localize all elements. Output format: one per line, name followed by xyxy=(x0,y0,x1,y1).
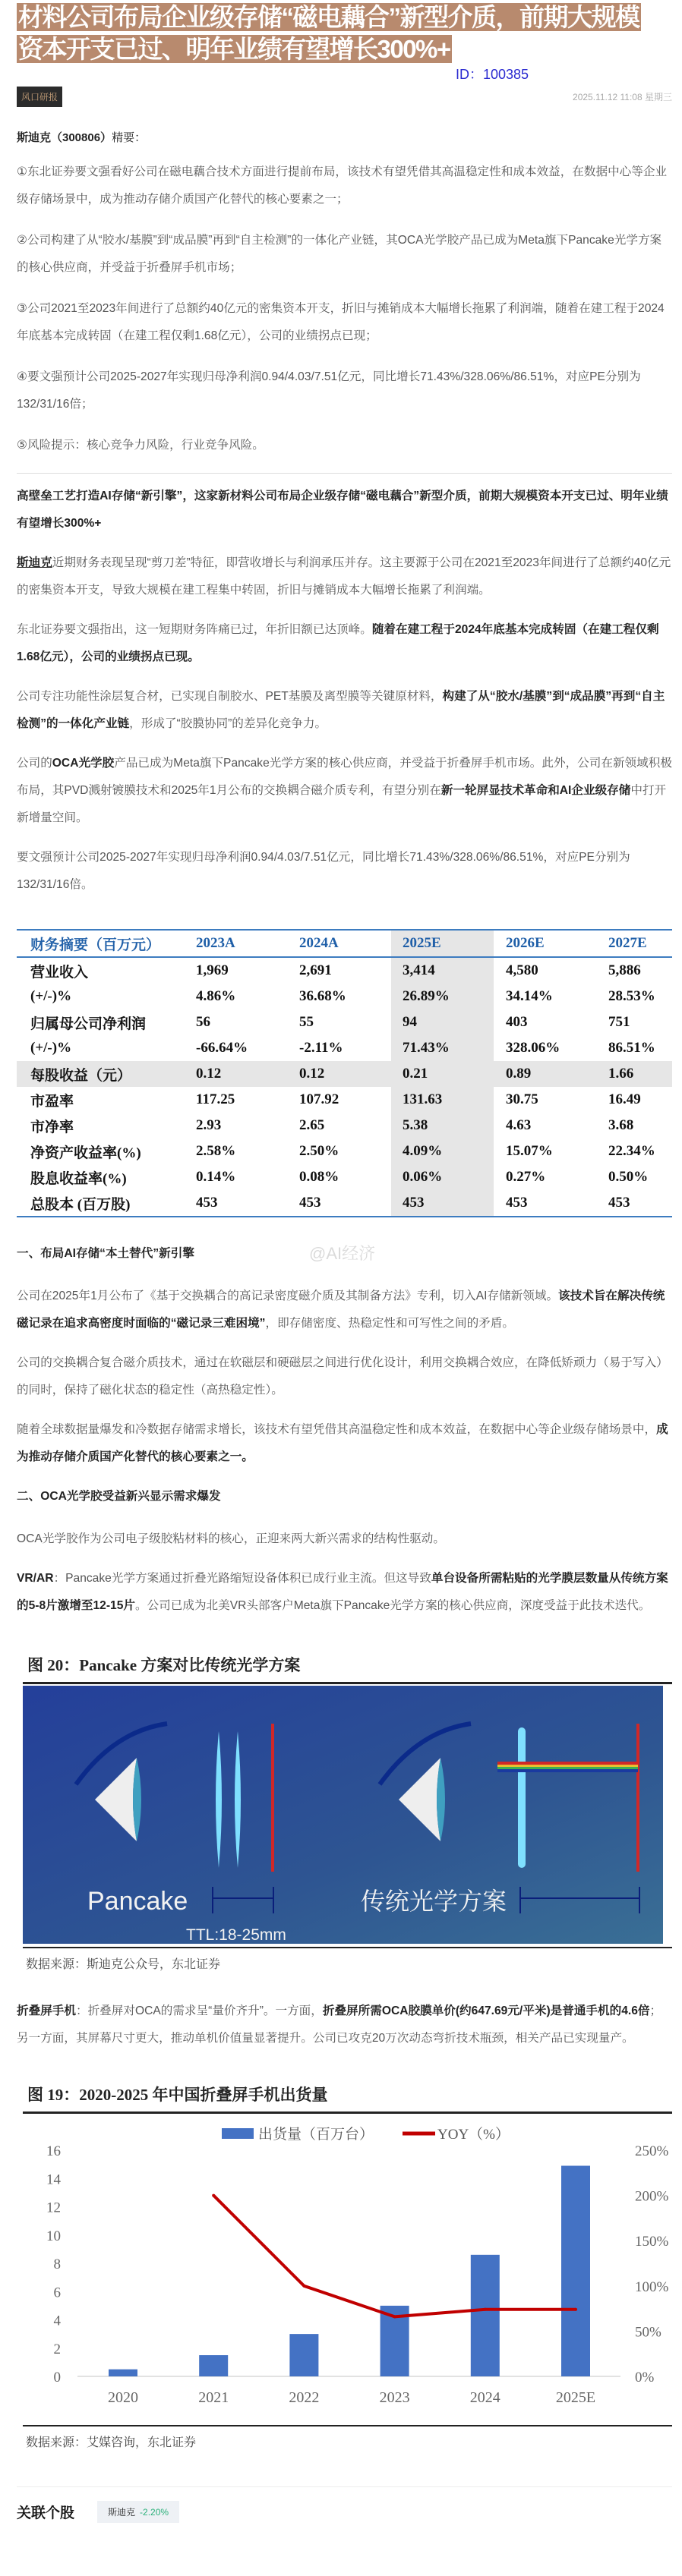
text: ：折叠屏对OCA的需求呈“量价齐升”。一方面， xyxy=(75,2004,323,2017)
legend-swatch-shipment xyxy=(222,2128,254,2139)
paragraph xyxy=(17,844,672,899)
paragraph xyxy=(17,1349,672,1404)
table-cell: 26.89% xyxy=(403,988,450,1004)
table-cell: 2025E xyxy=(403,935,441,951)
yoy-line xyxy=(213,2196,576,2317)
section-1-body xyxy=(17,1283,672,1471)
bold-text: 折叠屏所需OCA胶膜单价(约647.69元/平米)是普通手机的4.6倍 xyxy=(322,2004,650,2017)
paragraph xyxy=(17,550,672,604)
table-row xyxy=(17,1061,672,1087)
text: ①东北证券要文强看好公司在磁电藕合技术方面进行提前布局，该技术有望凭借其高温稳定性和成本效益，在数据中心等企业级存储场景中，成为推动存储介质国产化替代的核心要素之一； xyxy=(17,165,668,206)
left-axis-tick: 14 xyxy=(46,2171,61,2188)
row-label: 市盈率 xyxy=(30,1093,74,1110)
bold-text[interactable]: 斯迪克 xyxy=(17,556,52,569)
table-cell: 2024A xyxy=(299,935,339,951)
paragraph xyxy=(17,1998,672,2052)
table-cell: 2.58% xyxy=(196,1143,236,1159)
figure-20-source: 数据来源：斯迪克公众号，东北证券 xyxy=(23,1947,672,1972)
ttl-label: TTL:18-25mm xyxy=(186,1926,286,1944)
row-label: (+/-)% xyxy=(30,988,72,1004)
publish-date: 2025.11.12 11:08 星期三 xyxy=(573,91,672,102)
table-cell: 16.49 xyxy=(608,1091,641,1107)
text: 。公司已成为北美VR头部客户Meta旗下Pancake光学方案的核心供应商，深度受益于此技术迭代。 xyxy=(134,1599,651,1612)
text: ⑤风险提示：核心竞争力风险，行业竞争风险。 xyxy=(17,439,264,452)
x-axis-tick: 2020 xyxy=(108,2389,138,2406)
right-axis-tick: 250% xyxy=(635,2143,669,2159)
bold-text: 成为推动存储介质国产化替代的核心要素之一。 xyxy=(17,1423,668,1463)
left-axis-tick: 6 xyxy=(53,2285,61,2301)
x-axis-tick: 2024 xyxy=(469,2389,500,2406)
text: 公司的 xyxy=(17,757,52,770)
x-axis-tick: 2023 xyxy=(379,2389,410,2406)
stock-name-code: 斯迪克（300806） xyxy=(17,131,112,144)
article-title xyxy=(17,0,672,65)
right-axis-tick: 100% xyxy=(635,2278,669,2295)
bold-text: VR/AR xyxy=(17,1572,54,1585)
text: ：Pancake光学方案通过折叠光路缩短设备体积已成行业主流。但这导致 xyxy=(53,1572,431,1585)
table-cell: 28.53% xyxy=(608,988,655,1004)
row-label: 营业收入 xyxy=(30,964,89,981)
table-cell: 0.14% xyxy=(196,1169,236,1185)
text: ③公司2021至2023年间进行了总额约40亿元的密集资本开支，折旧与摊销成本大幅增长拖累了利润端，随着在建工程于2024年底基本完成转固（在建工程仅剩1.68亿元），公司的业绩拐点已现； xyxy=(17,302,665,342)
bold-text: 构建了从“胶水/基膜”到“成品膜”再到“自主检测”的一体化产业链 xyxy=(17,690,665,730)
bold-text: 折叠屏手机 xyxy=(17,2004,76,2017)
text: OCA光学胶作为公司电子级胶粘材料的核心，正迎来两大新兴需求的结构性驱动。 xyxy=(17,1532,445,1545)
table-cell: 56 xyxy=(196,1014,210,1030)
text: ，即存储密度、热稳定性和可写性之间的矛盾。 xyxy=(265,1317,514,1330)
table-row xyxy=(17,1164,672,1190)
table-cell: 94 xyxy=(403,1014,417,1030)
text: 中打开新增量空间。 xyxy=(17,784,667,824)
shipment-chart xyxy=(23,2114,669,2425)
bold-text: 新一轮屏显技术革命和AI企业级存储 xyxy=(440,784,631,797)
table-cell: 0.12 xyxy=(299,1066,325,1082)
bar-shipment xyxy=(109,2370,137,2376)
paragraph xyxy=(17,295,672,350)
table-cell: 453 xyxy=(506,1195,528,1211)
section-heading-1 xyxy=(17,1240,672,1268)
table-cell: 2.65 xyxy=(299,1117,325,1133)
table-cell: 86.51% xyxy=(608,1040,655,1056)
column-tag[interactable]: 风口研报 xyxy=(17,87,62,107)
table-cell: 2027E xyxy=(608,935,647,951)
related-stock-name: 斯迪克 xyxy=(108,2507,136,2518)
bar-shipment xyxy=(199,2355,228,2376)
paragraph xyxy=(17,227,672,282)
table-row xyxy=(17,1035,672,1061)
figure-20-title: 图 20：Pancake 方案对比传统光学方案 xyxy=(23,1650,672,1684)
row-label: 归属母公司净利润 xyxy=(30,1016,147,1032)
figure-19 xyxy=(23,2080,672,2450)
bold-text: 该技术旨在解决传统磁记录在追求高密度时面临的“磁记录三难困境” xyxy=(17,1290,665,1330)
table-cell: 107.92 xyxy=(299,1091,339,1107)
yoy-point xyxy=(302,2285,305,2288)
lead-line xyxy=(17,129,672,145)
table-cell: 5,886 xyxy=(608,962,641,978)
financial-summary-table xyxy=(17,929,672,1217)
yoy-point xyxy=(484,2308,487,2311)
table-cell: 0.50% xyxy=(608,1169,649,1185)
figure-20 xyxy=(23,1650,672,1972)
pancake-diagram xyxy=(23,1686,663,1944)
paragraph xyxy=(17,1283,672,1337)
table-row xyxy=(17,1138,672,1164)
body-section xyxy=(17,483,672,899)
paragraph xyxy=(17,483,672,537)
table-cell: 453 xyxy=(196,1195,218,1211)
divider xyxy=(17,2486,672,2487)
left-axis-tick: 10 xyxy=(46,2228,61,2244)
title-line-2: 资本开支已过、明年业绩有望增长300%+ xyxy=(18,35,450,63)
table-cell: 3,414 xyxy=(403,962,435,978)
table-cell: 453 xyxy=(403,1195,425,1211)
related-stocks-label: 关联个股 xyxy=(17,2505,75,2521)
right-axis-tick: 200% xyxy=(635,2188,669,2205)
paragraph xyxy=(17,432,672,459)
x-axis-tick: 2022 xyxy=(289,2389,320,2406)
row-label: 总股本 (百万股) xyxy=(30,1196,131,1213)
table-cell: 131.63 xyxy=(403,1091,443,1107)
text: ②公司构建了从“胶水/基膜”到“成品膜”再到“自主检测”的一体化产业链，其OCA光学胶产品已成为Meta旗下Pancake光学方案的核心供应商，并受益于折叠屏手机市场； xyxy=(17,234,662,274)
left-axis-tick: 12 xyxy=(46,2200,61,2216)
right-axis-tick: 50% xyxy=(635,2324,661,2341)
table-cell: 30.75 xyxy=(506,1091,538,1107)
table-cell: 15.07% xyxy=(506,1143,553,1159)
bar-shipment xyxy=(289,2334,318,2376)
left-axis-tick: 16 xyxy=(46,2143,61,2159)
table-cell: 453 xyxy=(608,1195,630,1211)
text: 要文强预计公司2025-2027年实现归母净利润0.94/4.03/7.51亿元，同比增长71.43%/328.06%/86.51%，对应PE分别为132/31/16倍。 xyxy=(17,851,630,891)
text: ；另一方面，其屏幕尺寸更大，推动单机价值量显著提升。公司已攻克20万次动态弯折技术瓶颈，相关产品已实现量产。 xyxy=(17,2004,662,2045)
left-axis-tick: 4 xyxy=(53,2313,61,2329)
paragraph xyxy=(17,616,672,671)
yoy-point xyxy=(574,2308,577,2311)
table-cell: 751 xyxy=(608,1014,630,1030)
table-cell: 2,691 xyxy=(299,962,332,978)
chart-source: 数据来源：艾媒咨询，东北证券 xyxy=(23,2425,672,2450)
text: 公司的交换耦合复合磁介质技术，通过在软磁层和硬磁层之间进行优化设计，利用交换耦合效应，在降低矫顽力（易于写入）的同时，保持了磁化状态的稳定性（高热稳定性）。 xyxy=(17,1356,668,1397)
text: 随着全球数据量爆发和冷数据存储需求增长，该技术有望凭借其高温稳定性和成本效益，在数据中心等企业级存储场景中， xyxy=(17,1423,657,1436)
table-cell: 1,969 xyxy=(196,962,229,978)
title-line-1: 材料公司布局企业级存储“磁电藕合”新型介质，前期大规模 xyxy=(18,3,639,31)
table-cell: 2.50% xyxy=(299,1143,339,1159)
section-heading-2: 二、OCA光学胶受益新兴显示需求爆发 xyxy=(17,1490,221,1503)
foldable-section xyxy=(17,1998,672,2052)
summary-list xyxy=(17,159,672,459)
table-row xyxy=(17,958,672,984)
table-header xyxy=(17,931,672,958)
table-cell: 328.06% xyxy=(506,1040,560,1056)
table-row xyxy=(17,1190,672,1216)
table-cell: 0.08% xyxy=(299,1169,339,1185)
table-cell: 0.89 xyxy=(506,1066,532,1082)
table-row xyxy=(17,1087,672,1113)
legend-label-yoy: YOY（%） xyxy=(437,2127,510,2143)
lead-suffix: 精要： xyxy=(112,131,147,144)
bar-shipment xyxy=(471,2255,500,2376)
text: ，形成了“胶膜协同”的差异化竞争力。 xyxy=(129,717,327,730)
table-cell: 71.43% xyxy=(403,1040,450,1056)
x-axis-tick: 2021 xyxy=(198,2389,229,2406)
table-row xyxy=(17,984,672,1009)
paragraph xyxy=(17,1565,672,1620)
table-cell: 36.68% xyxy=(299,988,346,1004)
related-stocks xyxy=(17,2501,672,2523)
table-cell: 34.14% xyxy=(506,988,553,1004)
table-cell: 4.63 xyxy=(506,1117,532,1133)
traditional-label: 传统光学方案 xyxy=(361,1887,507,1916)
row-label: 市净率 xyxy=(30,1119,74,1135)
paragraph xyxy=(17,364,672,418)
table-cell: 4,580 xyxy=(506,962,538,978)
section-heading-1-text: 一、布局AI存储“本土替代”新引擎 xyxy=(17,1247,194,1260)
table-cell: 2.93 xyxy=(196,1117,222,1133)
pancake-label: Pancake xyxy=(87,1887,188,1916)
paragraph xyxy=(17,1416,672,1471)
row-label: (+/-)% xyxy=(30,1040,72,1056)
right-axis-tick: 150% xyxy=(635,2234,669,2250)
text: 公司在2025年1月公布了《基于交换耦合的高记录密度磁介质及其制备方法》专利，切入AI存储新领域。 xyxy=(17,1290,559,1302)
table-cell: 5.38 xyxy=(403,1117,428,1133)
paragraph xyxy=(17,750,672,832)
row-label: 每股收益（元） xyxy=(30,1067,132,1084)
left-axis-tick: 8 xyxy=(53,2256,61,2272)
table-cell: 117.25 xyxy=(196,1091,235,1107)
table-cell: 55 xyxy=(299,1014,314,1030)
divider xyxy=(17,473,672,474)
table-cell: 22.34% xyxy=(608,1143,655,1159)
left-axis-tick: 2 xyxy=(53,2341,61,2357)
row-label: 净资产收益率(%) xyxy=(30,1145,141,1161)
table-cell: 3.68 xyxy=(608,1117,634,1133)
row-label: 财务摘要（百万元） xyxy=(30,937,161,953)
right-axis-tick: 0% xyxy=(635,2370,655,2385)
related-stock-chip[interactable] xyxy=(97,2501,179,2523)
text: ④要文强预计公司2025-2027年实现归母净利润0.94/4.03/7.51亿元，同比增长71.43%/328.06%/86.51%，对应PE分别为132/31/16倍； xyxy=(17,370,641,411)
watermark: @AI经济 xyxy=(309,1244,376,1263)
row-label: 股息收益率(%) xyxy=(30,1170,127,1187)
paragraph xyxy=(17,1526,672,1553)
table-cell: 2026E xyxy=(506,935,545,951)
table-cell: -2.11% xyxy=(299,1040,343,1056)
section-2-body xyxy=(17,1526,672,1620)
table-cell: 4.86% xyxy=(196,988,236,1004)
left-axis-tick: 0 xyxy=(53,2370,61,2385)
table-cell: 0.27% xyxy=(506,1169,546,1185)
table-cell: 0.12 xyxy=(196,1066,222,1082)
table-cell: 2023A xyxy=(196,935,235,951)
legend-label-shipment: 出货量（百万台） xyxy=(258,2127,374,2143)
table-cell: 403 xyxy=(506,1014,528,1030)
text: 产品已成为Meta旗下Pancake光学方案的核心供应商，并受益于折叠屏手机市场。此外，公司在新领域积极布局，其PVD溅射镀膜技术和2025年1月公布的交换耦合磁介质专利，有望分别在 xyxy=(17,757,672,797)
text: 近期财务表现呈现“剪刀差”特征，即营收增长与利润承压并存。这主要源于公司在2021至2023年间进行了总额约40亿元的密集资本开支，导致大规模在建工程集中转固，折旧与摊销成本大幅增长拖累了利润端。 xyxy=(17,556,671,597)
paragraph xyxy=(17,683,672,738)
table-cell: 453 xyxy=(299,1195,321,1211)
yoy-point xyxy=(212,2194,215,2197)
table-cell: -66.64% xyxy=(196,1040,248,1056)
paragraph xyxy=(17,159,672,213)
table-row xyxy=(17,1113,672,1138)
chart-title: 图 19：2020-2025 年中国折叠屏手机出货量 xyxy=(23,2080,672,2114)
table-cell: 1.66 xyxy=(608,1066,634,1082)
text: 东北证券要文强指出，这一短期财务阵痛已过，年折旧额已达顶峰。 xyxy=(17,623,372,636)
related-stock-change: -2.20% xyxy=(140,2507,169,2518)
id-overlay: ID：100385 xyxy=(456,67,529,82)
table-cell: 0.21 xyxy=(403,1066,428,1082)
table-cell: 4.09% xyxy=(403,1143,443,1159)
bar-shipment xyxy=(561,2165,590,2376)
article-meta xyxy=(17,87,672,106)
table-row xyxy=(17,1009,672,1035)
x-axis-tick: 2025E xyxy=(555,2389,596,2406)
bold-text: OCA光学胶 xyxy=(52,757,115,770)
text: 公司专注功能性涂层复合材，已实现自制胶水、PET基膜及离型膜等关键原材料， xyxy=(17,690,443,703)
bold-text: 高壁垒工艺打造AI存储“新引擎”，这家新材料公司布局企业级存储“磁电藕合”新型介质，前期大规模资本开支已过、明年业绩有望增长300%+ xyxy=(17,490,668,530)
table-cell: 0.06% xyxy=(403,1169,443,1185)
bold-text: 单台设备所需粘贴的光学膜层数量从传统方案的5-8片激增至12-15片 xyxy=(17,1572,668,1612)
yoy-point xyxy=(393,2315,396,2318)
bold-text: 随着在建工程于2024年底基本完成转固（在建工程仅剩1.68亿元），公司的业绩拐点已现。 xyxy=(17,623,659,663)
